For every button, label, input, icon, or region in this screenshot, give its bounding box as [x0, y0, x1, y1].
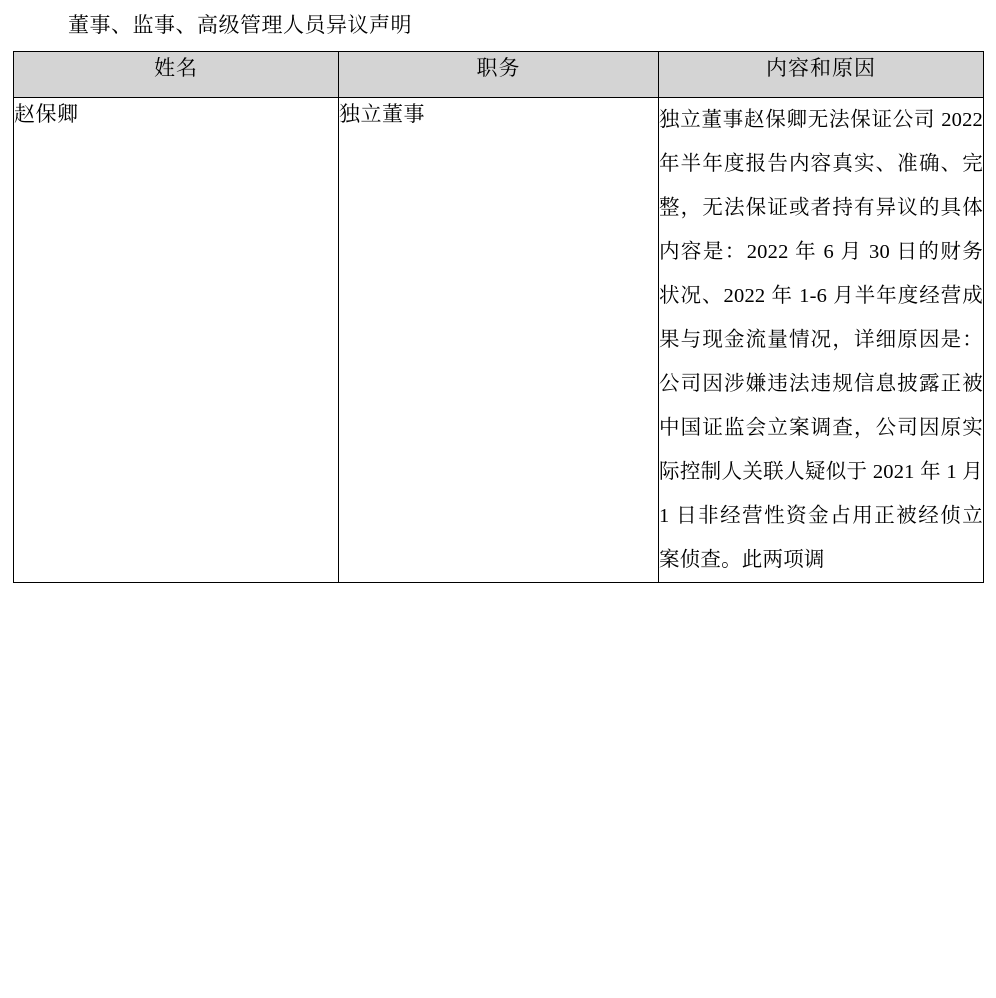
page-title: 董事、监事、高级管理人员异议声明	[68, 13, 412, 37]
cell-role: 独立董事	[339, 98, 659, 583]
table-header-row	[14, 52, 984, 98]
column-header-name: 姓名	[14, 52, 339, 98]
column-header-role: 职务	[339, 52, 659, 98]
cell-content	[659, 98, 984, 583]
dissent-statement-table	[13, 51, 984, 583]
cell-content-text: 独立董事赵保卿无法保证公司 2022 年半年度报告内容真实、准确、完整，无法保证或者持有异议的具体内容是：2022 年 6 月 30 日的财务状况、2022 年 1-6 月半年度经营成果与现金流量情况，详细原因是：公司因涉嫌违法违规信息披露正被中国证监会立案调查，公司因原实际控制人关联人疑似于 2021 年 1 月 1 日非经营性资金占用正被经侦立案侦查。此两项调	[659, 109, 983, 571]
column-header-content: 内容和原因	[659, 52, 984, 98]
table-row	[14, 98, 984, 583]
cell-name: 赵保卿	[14, 98, 339, 583]
